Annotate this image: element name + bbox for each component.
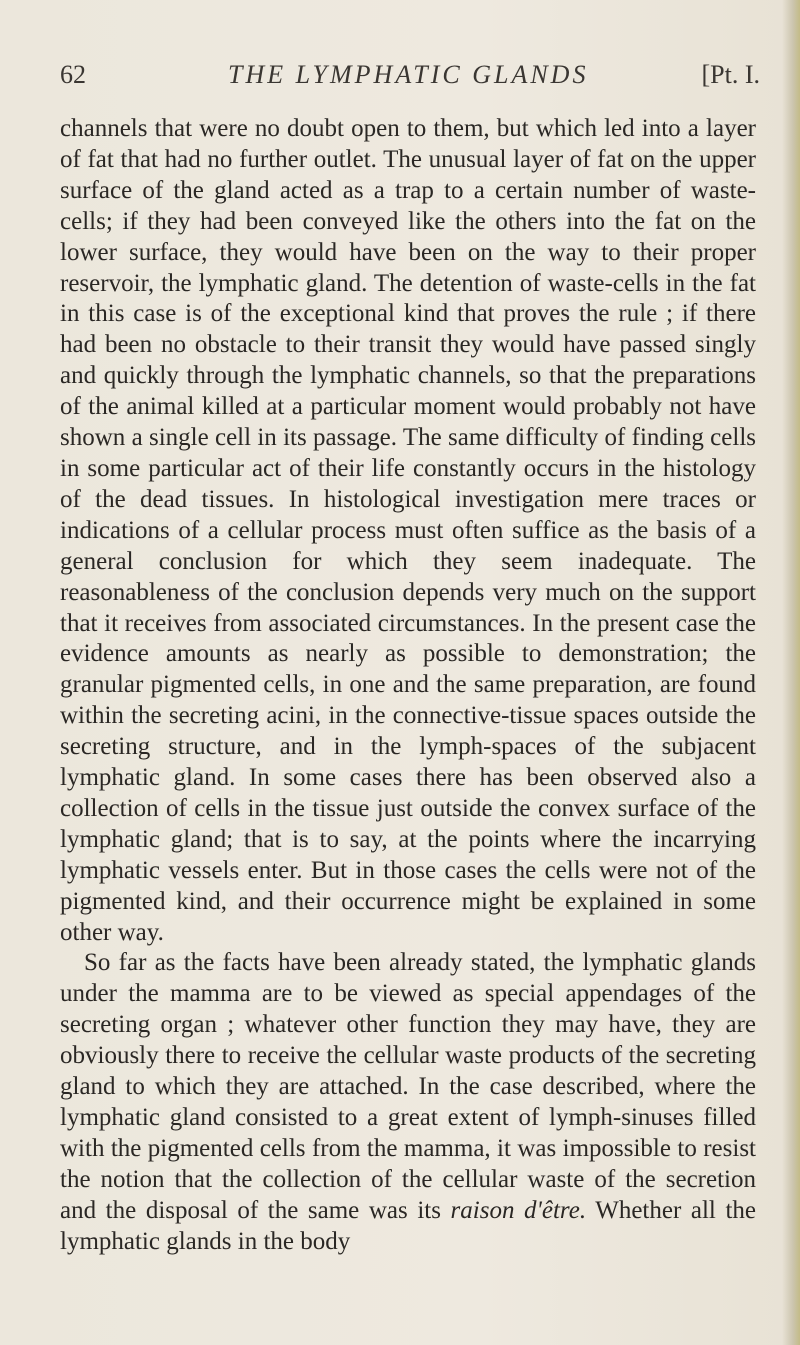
paragraph-text-before: So far as the facts have been already stated, the lymphatic glands under the mamma are to be viewed as special appendages of the secreting organ ; whatever other function they may have, they are obviously there to receive the cellular waste products of the secreting gland to which they are attached. In the case described, where the lymphatic gland consisted to a great extent of lymph-sinuses filled with the pigmented cells from the mamma, it was impossible to resist the notion that the collection of the cellular waste of the secretion and the disposal of the same was its xyxy=(60,949,756,1224)
paragraph-text-after: Whether all the lymphatic glands in the body xyxy=(60,1196,756,1255)
paragraph-continued: channels that were no doubt open to them, but which led into a layer of fat that had no further outlet. The unusual layer of fat on the upper surface of the gland acted as a trap to a certain number of waste-cells; if they had been conveyed like the others into the fat on the lower surface, they would have been on the way to their proper reservoir, the lymphatic gland. The detention of waste-cells in the fat in this case is of the exceptional kind that proves the rule ; if there had been no obstacle to their transit they would have passed singly and quickly through the lymphatic channels, so that the preparations of the animal killed at a particular moment would probably not have shown a single cell in its passage. The same difficulty of finding cells in some particular act of their life constantly occurs in the histology of the dead tissues. In histological investigation mere traces or indications of a cellular process must often suffice as the basis of a general conclusion for which they seem inadequate. The reasonableness of the conclusion depends very much on the support that it receives from associated circumstances. In the present case the evidence amounts as nearly as possible to demonstration; the granular pigmented cells, in one and the same preparation, are found within the secreting acini, in the connective-tissue spaces outside the secreting structure, and in the lymph-spaces of the subjacent lymphatic gland. In some cases there has been observed also a collection of cells in the tissue just outside the convex surface of the lymphatic gland; that is to say, at the points where the incarrying lymphatic vessels enter. But in those cases the cells were not of the pigmented kind, and their occurrence might be explained in some other way. xyxy=(60,115,756,946)
page-edge-shadow xyxy=(782,0,800,1345)
body-text xyxy=(60,114,756,1258)
page-number: 62 xyxy=(60,60,86,89)
paragraph-new xyxy=(60,948,756,1257)
italic-phrase: raison d'être. xyxy=(450,1196,587,1224)
running-title: THE LYMPHATIC GLANDS xyxy=(228,60,589,89)
running-header xyxy=(60,60,760,100)
part-label: [Pt. I. xyxy=(701,60,760,89)
